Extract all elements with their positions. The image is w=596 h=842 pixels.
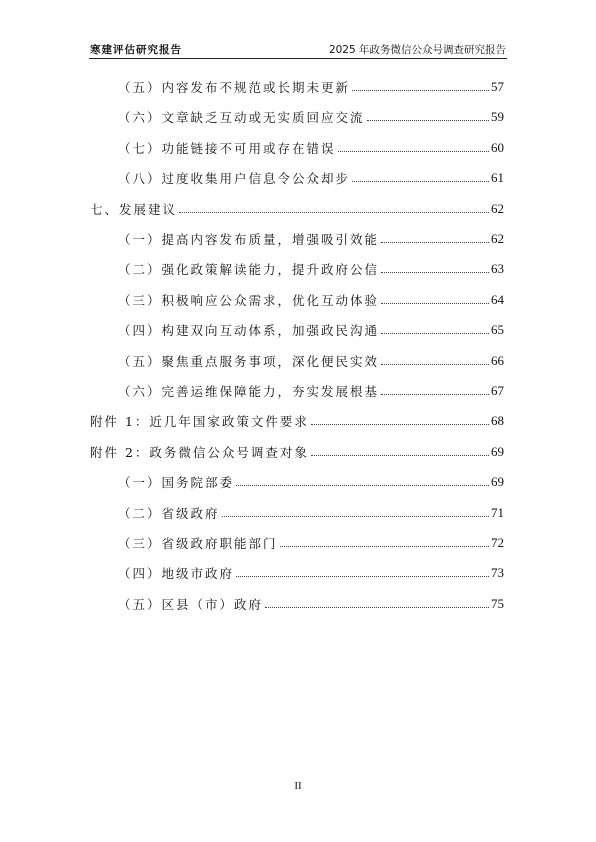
toc-dot-leader <box>381 333 489 334</box>
toc-dot-leader <box>381 303 489 304</box>
toc-entry-page: 62 <box>491 200 504 216</box>
toc-entry[interactable] <box>118 564 504 582</box>
toc-dot-leader <box>311 455 489 456</box>
toc-entry-page: 63 <box>491 261 504 277</box>
toc-entry[interactable] <box>90 412 504 430</box>
header-org-title: 寒建评估研究报告 <box>90 44 182 56</box>
toc-entry-title: （八）过度收集用户信息令公众却步 <box>118 171 351 187</box>
toc-dot-leader <box>222 516 489 517</box>
toc-dot-leader <box>236 485 489 486</box>
toc-entry[interactable] <box>118 473 504 491</box>
toc-entry-title: 七、发展建议 <box>90 201 178 217</box>
toc-entry[interactable] <box>118 108 504 126</box>
toc-dot-leader <box>381 272 489 273</box>
toc-dot-leader <box>367 120 489 121</box>
toc-entry-title: 附件 2：政务微信公众号调查对象 <box>90 444 309 460</box>
toc-entry[interactable] <box>90 443 504 461</box>
toc-entry[interactable] <box>118 352 504 370</box>
toc-dot-leader <box>265 607 489 608</box>
toc-entry[interactable] <box>118 382 504 400</box>
toc-entry-page: 65 <box>491 322 504 338</box>
toc-entry-title: （四）地级市政府 <box>118 566 235 582</box>
toc-entry[interactable] <box>118 78 504 96</box>
toc-entry-page: 62 <box>491 231 504 246</box>
toc-dot-leader <box>179 212 489 213</box>
toc-dot-leader <box>236 576 489 577</box>
toc-entry-page: 72 <box>491 535 504 550</box>
toc-entry-title: （五）区县（市）政府 <box>118 596 264 612</box>
toc-entry[interactable] <box>118 504 504 522</box>
toc-entry[interactable] <box>118 595 504 613</box>
toc-entry-page: 69 <box>491 474 504 490</box>
toc-entry-title: （二）省级政府 <box>118 505 220 521</box>
toc-entry-title: （三）积极响应公众需求，优化互动体验 <box>118 292 380 308</box>
toc-entry-title: （一）提高内容发布质量，增强吸引效能 <box>118 232 380 247</box>
toc-entry-page: 57 <box>491 79 504 94</box>
toc-entry[interactable] <box>118 139 504 157</box>
toc-dot-leader <box>381 242 489 243</box>
toc-dot-leader <box>311 424 489 425</box>
toc-entry-title: （七）功能链接不可用或存在错误 <box>118 140 336 156</box>
toc-dot-leader <box>381 364 489 365</box>
toc-entry[interactable] <box>118 534 504 552</box>
toc-entry[interactable] <box>118 230 504 248</box>
toc-entry-title: （二）强化政策解读能力，提升政府公信 <box>118 262 380 278</box>
toc-entry[interactable] <box>118 260 504 278</box>
toc-entry[interactable] <box>118 291 504 309</box>
toc-entry-page: 67 <box>491 383 504 398</box>
page-number: II <box>294 780 302 792</box>
toc-entry-page: 60 <box>491 139 504 155</box>
toc-dot-leader <box>352 90 489 91</box>
toc-entry-title: （一）国务院部委 <box>118 475 235 491</box>
toc-entry-page: 71 <box>491 504 504 520</box>
toc-entry-page: 69 <box>491 443 504 459</box>
toc-entry-title: （六）文章缺乏互动或无实质回应交流 <box>118 110 365 126</box>
toc-entry-title: 附件 1：近几年国家政策文件要求 <box>90 414 309 430</box>
toc-entry-title: （五）内容发布不规范或长期未更新 <box>118 80 351 95</box>
toc-entry-page: 66 <box>491 352 504 368</box>
toc-entry-page: 61 <box>491 170 504 186</box>
toc-entry-title: （四）构建双向互动体系，加强政民沟通 <box>118 323 380 339</box>
toc-entry-page: 64 <box>491 291 504 307</box>
toc-entry-page: 59 <box>491 109 504 125</box>
toc-entry-title: （三）省级政府职能部门 <box>118 536 278 551</box>
toc-entry-page: 75 <box>491 595 504 611</box>
toc-entry[interactable] <box>90 200 504 218</box>
toc-entry[interactable] <box>118 321 504 339</box>
toc-entry-title: （六）完善运维保障能力，夯实发展根基 <box>118 384 380 399</box>
toc-dot-leader <box>381 394 489 395</box>
toc-dot-leader <box>338 151 489 152</box>
header-report-title: 2025 年政务微信公众号调查研究报告 <box>328 44 506 56</box>
toc-entry-page: 68 <box>491 413 504 429</box>
toc-entry-title: （五）聚焦重点服务事项，深化便民实效 <box>118 353 380 369</box>
toc-dot-leader <box>352 181 489 182</box>
toc-entry-page: 73 <box>491 565 504 581</box>
toc-entry[interactable] <box>118 169 504 187</box>
toc-dot-leader <box>280 546 489 547</box>
